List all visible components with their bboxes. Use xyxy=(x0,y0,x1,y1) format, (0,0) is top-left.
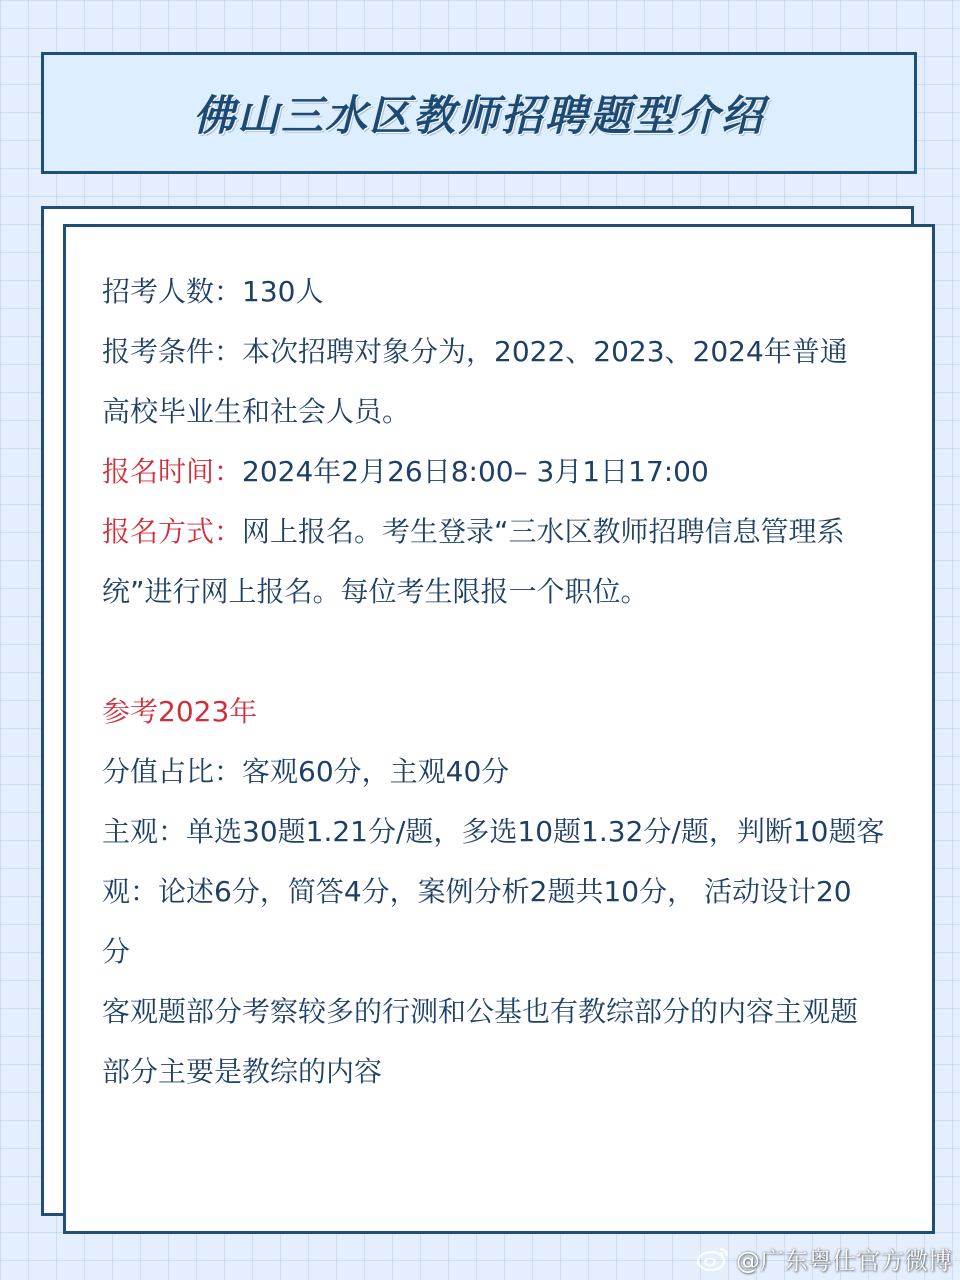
method-line xyxy=(102,502,902,562)
condition-line-2: 高校毕业生和社会人员。 xyxy=(102,395,411,428)
page-title: 佛山三水区教师招聘题型介绍 xyxy=(192,91,765,140)
detail-line-1: 主观：单选30题1.21分/题，多选10题1.32分/题，判断10题客 xyxy=(102,815,885,848)
detail-line-2: 观：论述6分，简答4分，案例分析2题共10分， 活动设计20 xyxy=(102,875,852,908)
condition-line xyxy=(102,322,902,382)
watermark xyxy=(696,1238,952,1278)
condition-label: 报考条件： xyxy=(102,335,243,368)
time-value: 2024年2月26日8:00– 3月1日17:00 xyxy=(242,455,709,488)
method-line-2: 统”进行网上报名。每位考生限报一个职位。 xyxy=(102,575,649,608)
weibo-icon xyxy=(696,1244,730,1272)
watermark-text: @广东粤仕官方微博 xyxy=(736,1246,952,1275)
detail-line-3: 分 xyxy=(102,935,131,968)
ratio-line: 分值占比：客观60分，主观40分 xyxy=(102,755,510,788)
time-line xyxy=(102,442,902,502)
time-label: 报名时间： xyxy=(102,455,243,488)
method-label: 报名方式： xyxy=(102,515,243,548)
reference-heading: 参考2023年 xyxy=(102,695,258,728)
condition-value: 本次招聘对象分为，2022、2023、2024年普通 xyxy=(242,335,848,368)
count-line xyxy=(102,262,902,322)
note-line-1: 客观题部分考察较多的行测和公基也有教综部分的内容主观题 xyxy=(102,995,859,1028)
content-body xyxy=(102,262,902,1102)
count-label: 招考人数： xyxy=(102,275,243,308)
count-value: 130人 xyxy=(242,275,324,308)
spacer xyxy=(102,622,902,682)
method-value: 网上报名。考生登录“三水区教师招聘信息管理系 xyxy=(242,515,845,548)
title-banner xyxy=(41,52,917,174)
note-line-2: 部分主要是教综的内容 xyxy=(102,1055,383,1088)
